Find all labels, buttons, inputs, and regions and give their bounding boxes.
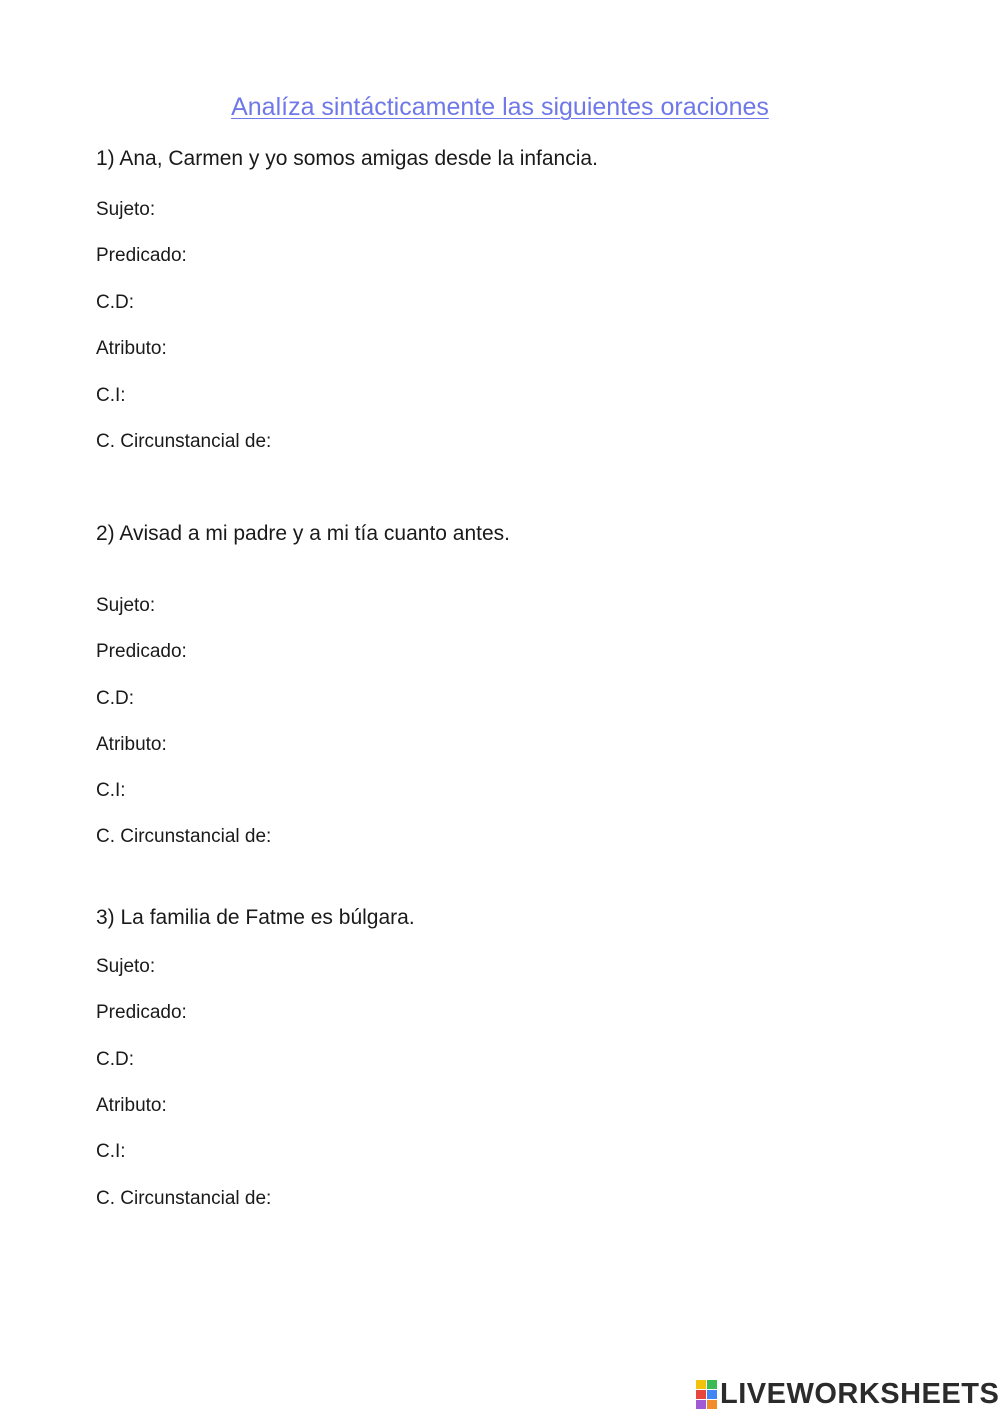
logo-block (707, 1400, 717, 1409)
logo-block (696, 1390, 706, 1399)
field-cd: C.D: (96, 688, 134, 709)
field-atributo: Atributo: (96, 338, 167, 359)
question-3: 3) La familia de Fatme es búlgara. (96, 906, 415, 929)
logo-block (707, 1390, 717, 1399)
logo-block (696, 1400, 706, 1409)
logo-block (707, 1380, 717, 1389)
field-circunstancial: C. Circunstancial de: (96, 431, 272, 452)
logo-block (696, 1380, 706, 1389)
logo-blocks-icon (696, 1380, 717, 1409)
question-2: 2) Avisad a mi padre y a mi tía cuanto antes. (96, 522, 511, 545)
field-sujeto: Sujeto: (96, 595, 156, 616)
field-predicado: Predicado: (96, 1002, 187, 1023)
page-title: Analíza sintácticamente las siguientes oraciones (231, 93, 769, 121)
logo-text: LIVEWORKSHEETS (720, 1377, 1000, 1410)
field-ci: C.I: (96, 1141, 126, 1162)
field-predicado: Predicado: (96, 641, 187, 662)
question-1: 1) Ana, Carmen y yo somos amigas desde la infancia. (96, 147, 598, 170)
field-sujeto: Sujeto: (96, 956, 156, 977)
field-ci: C.I: (96, 780, 126, 801)
field-atributo: Atributo: (96, 734, 167, 755)
field-predicado: Predicado: (96, 245, 187, 266)
field-sujeto: Sujeto: (96, 199, 156, 220)
field-circunstancial: C. Circunstancial de: (96, 1188, 272, 1209)
field-ci: C.I: (96, 385, 126, 406)
field-circunstancial: C. Circunstancial de: (96, 826, 272, 847)
field-atributo: Atributo: (96, 1095, 167, 1116)
field-cd: C.D: (96, 292, 134, 313)
field-cd: C.D: (96, 1049, 134, 1070)
liveworksheets-logo (696, 1376, 999, 1412)
